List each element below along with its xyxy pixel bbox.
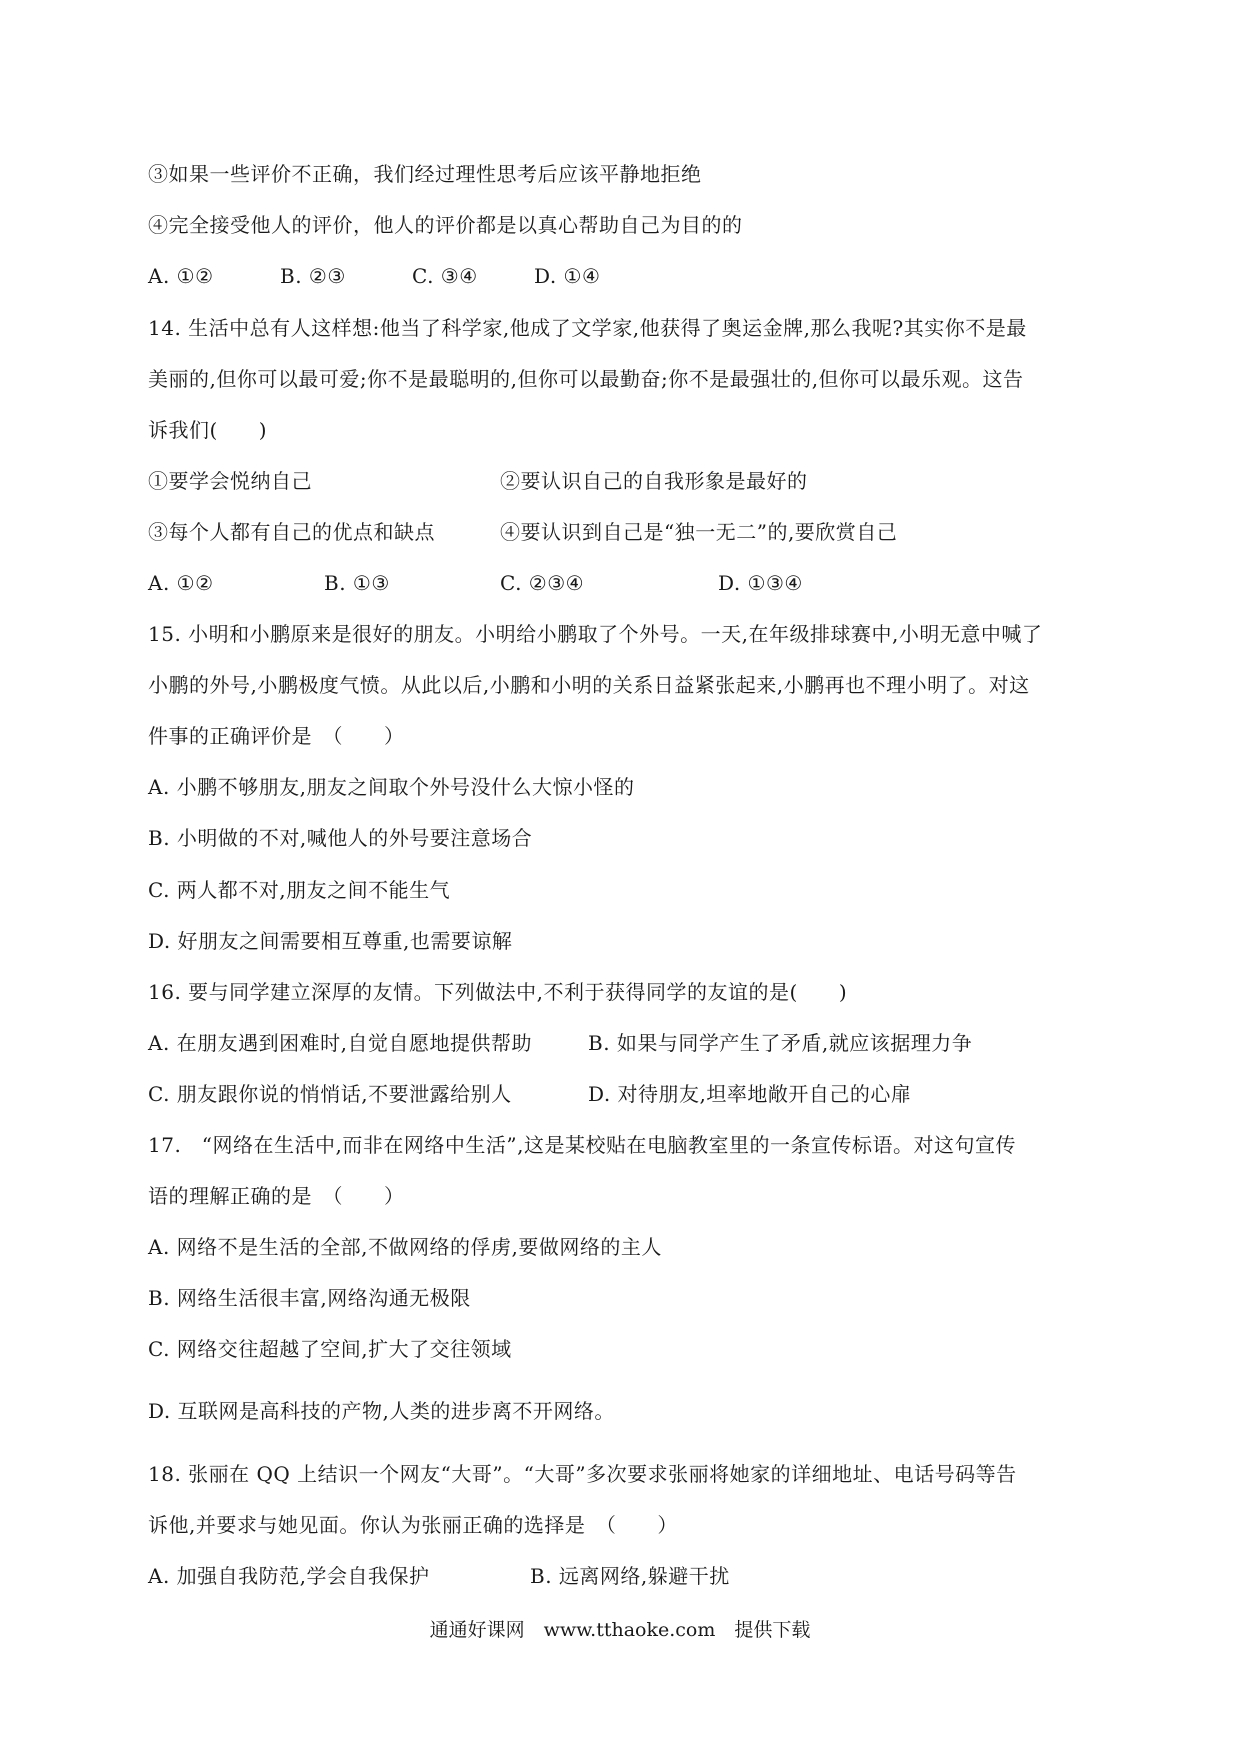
q18-stem-line-1: 18. 张丽在 QQ 上结识一个网友“大哥”。“大哥”多次要求张丽将她家的详细地址、电话号码等告 <box>148 1462 1017 1486</box>
q17-stem-line-1: 17. “网络在生活中,而非在网络中生活”,这是某校贴在电脑教室里的一条宣传标语。对这句宣传 <box>148 1133 1016 1157</box>
q17-option-b: B. 网络生活很丰富,网络沟通无极限 <box>148 1286 471 1310</box>
page-footer: 通通好课网 www.tthaoke.com 提供下载 <box>429 1619 811 1641</box>
q13-option-d: D. ①④ <box>534 264 601 288</box>
q14-stem-line-2: 美丽的,但你可以最可爱;你不是最聪明的,但你可以最勤奋;你不是最强壮的,但你可以最乐观。这告 <box>148 367 1024 391</box>
q13-option-c: C. ③④ <box>412 264 478 288</box>
q16-option-b: B. 如果与同学产生了矛盾,就应该据理力争 <box>588 1031 973 1055</box>
q15-option-c: C. 两人都不对,朋友之间不能生气 <box>148 878 451 902</box>
q15-option-a: A. 小鹏不够朋友,朋友之间取个外号没什么大惊小怪的 <box>148 775 635 799</box>
q14-stem-line-1: 14. 生活中总有人这样想:他当了科学家,他成了文学家,他获得了奥运金牌,那么我呢?其实你不是最 <box>148 316 1027 340</box>
q17-option-d: D. 互联网是高科技的产物,人类的进步离不开网络。 <box>148 1399 615 1423</box>
q14-option-a: A. ①② <box>148 571 214 595</box>
q14-stem-line-3: 诉我们( ) <box>148 418 268 442</box>
q18-stem-line-2: 诉他,并要求与她见面。你认为张丽正确的选择是 （ ） <box>148 1513 678 1537</box>
q13-option-b: B. ②③ <box>280 264 346 288</box>
q15-option-d: D. 好朋友之间需要相互尊重,也需要谅解 <box>148 929 513 953</box>
q13-option-a: A. ①② <box>148 264 214 288</box>
q15-stem-line-2: 小鹏的外号,小鹏极度气愤。从此以后,小鹏和小明的关系日益紧张起来,小鹏再也不理小明了。对这 <box>148 673 1030 697</box>
q17-stem-line-2: 语的理解正确的是 （ ） <box>148 1184 405 1208</box>
q14-statement-1: ①要学会悦纳自己 <box>148 469 312 493</box>
q13-statement-4: ④完全接受他人的评价，他人的评价都是以真心帮助自己为目的的 <box>148 213 743 237</box>
q14-statement-4: ④要认识到自己是“独一无二”的,要欣赏自己 <box>500 520 898 544</box>
q15-option-b: B. 小明做的不对,喊他人的外号要注意场合 <box>148 826 533 850</box>
q14-option-d: D. ①③④ <box>718 571 803 595</box>
q13-statement-3: ③如果一些评价不正确，我们经过理性思考后应该平静地拒绝 <box>148 162 702 186</box>
q18-option-b: B. 远离网络,躲避干扰 <box>530 1564 730 1588</box>
q16-option-c: C. 朋友跟你说的悄悄话,不要泄露给别人 <box>148 1082 512 1106</box>
q16-stem: 16. 要与同学建立深厚的友情。下列做法中,不利于获得同学的友谊的是( ) <box>148 980 848 1004</box>
q14-statement-2: ②要认识自己的自我形象是最好的 <box>500 469 808 493</box>
q17-option-c: C. 网络交往超越了空间,扩大了交往领域 <box>148 1337 512 1361</box>
q14-option-c: C. ②③④ <box>500 571 585 595</box>
q14-statement-3: ③每个人都有自己的优点和缺点 <box>148 520 435 544</box>
q15-stem-line-3: 件事的正确评价是 （ ） <box>148 724 405 748</box>
q15-stem-line-1: 15. 小明和小鹏原来是很好的朋友。小明给小鹏取了个外号。一天,在年级排球赛中,小明无意中喊了 <box>148 622 1043 646</box>
q18-option-a: A. 加强自我防范,学会自我保护 <box>148 1564 430 1588</box>
q16-option-d: D. 对待朋友,坦率地敞开自己的心扉 <box>588 1082 912 1106</box>
q17-option-a: A. 网络不是生活的全部,不做网络的俘虏,要做网络的主人 <box>148 1235 662 1259</box>
q14-option-b: B. ①③ <box>324 571 390 595</box>
q16-option-a: A. 在朋友遇到困难时,自觉自愿地提供帮助 <box>148 1031 533 1055</box>
